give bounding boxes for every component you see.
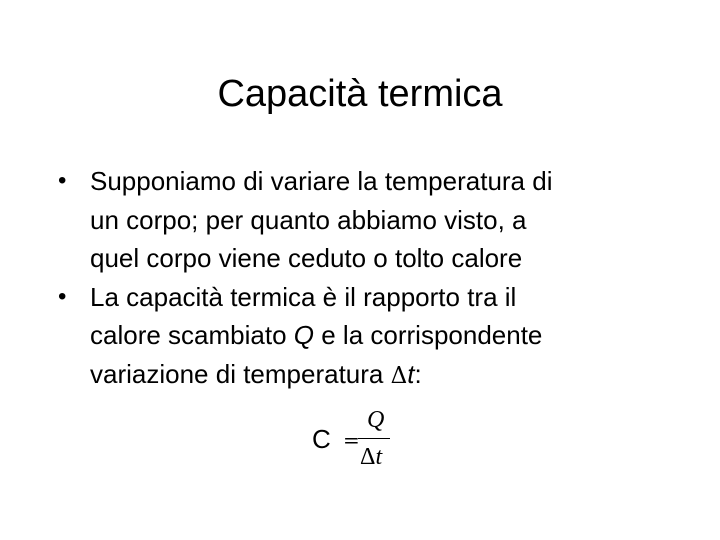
formula	[312, 407, 422, 470]
colon: :	[414, 358, 422, 389]
bullet-2-text-c: variazione di temperatura	[90, 358, 384, 389]
bullet-1-line-2: un corpo; per quanto abbiamo visto, a	[90, 204, 527, 235]
bullet-2-line-2	[90, 316, 698, 355]
bullet-2-line-1: La capacità termica è il rapporto tra il	[90, 281, 517, 312]
variable-q: Q	[293, 320, 315, 350]
formula-delta: Δ	[360, 444, 376, 470]
formula-numerator: Q	[367, 407, 385, 433]
bullet-list	[58, 162, 698, 395]
variable-t: t	[407, 358, 415, 389]
bullet-1-line-3: quel corpo viene ceduto o tolto calore	[90, 243, 523, 273]
bullet-icon: •	[58, 167, 67, 194]
slide-title: Capacità termica	[217, 73, 503, 115]
fraction-bar	[358, 438, 390, 439]
formula-lhs: C	[312, 424, 331, 454]
bullet-2-text-a: calore scambiato	[90, 320, 287, 350]
bullet-icon: •	[58, 282, 67, 310]
bullet-2-line-3	[90, 355, 698, 396]
bullet-1-line-1: Supponiamo di variare la temperatura di	[90, 166, 553, 196]
delta-symbol: Δ	[390, 362, 408, 389]
bullet-item-1	[58, 162, 698, 278]
formula-equals: =	[343, 428, 360, 452]
bullet-item-2	[58, 278, 698, 396]
formula-t: t	[375, 444, 383, 470]
bullet-2-text-b: e la corrispondente	[321, 320, 543, 350]
formula-denominator	[360, 443, 382, 471]
